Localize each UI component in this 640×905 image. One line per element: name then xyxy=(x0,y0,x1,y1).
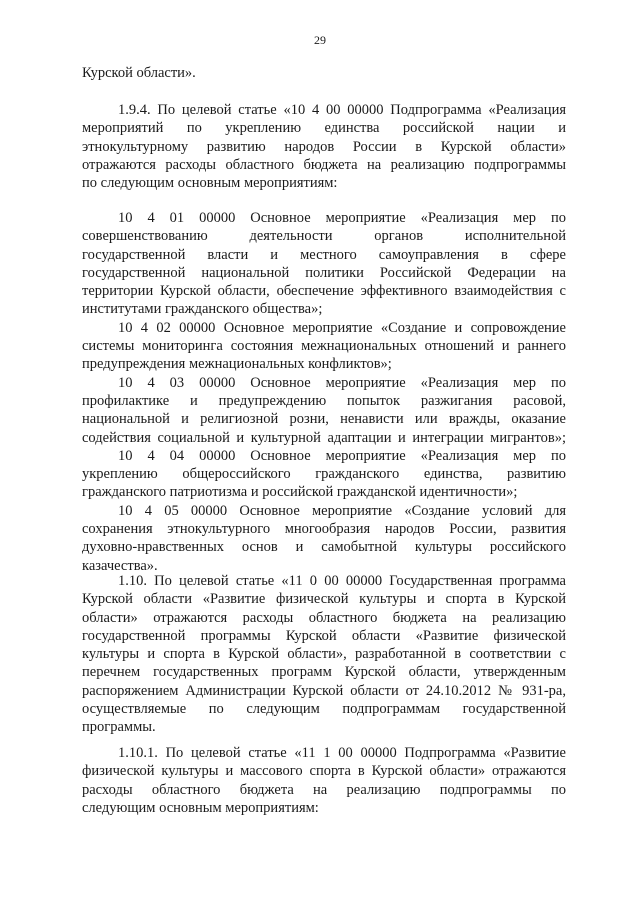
text-line: 1.9.4. По целевой статье «10 4 00 00000 Подпрограмма «Реализация xyxy=(118,102,566,118)
text-line: казачества». xyxy=(82,557,158,574)
text-line: государственной программы Курской области «Развитие физической xyxy=(82,627,566,644)
text-line: следующим основным мероприятиям: xyxy=(82,799,319,816)
text-line: культуры и спорта в Курской области», разработанной в соответствии с xyxy=(82,646,566,663)
text-line: 10 4 02 00000 Основное мероприятие «Создание и сопровождение xyxy=(118,319,566,336)
text-line: физической культуры и массового спорта в Курской области» отражаются xyxy=(82,763,566,780)
text-line: Курской области». xyxy=(82,65,196,81)
paragraph-block xyxy=(82,744,566,817)
text-line: области» отражаются расходы областного бюджета на реализацию xyxy=(82,609,566,626)
text-line: национальной и религиозной розни, ненависти или вражды, оказание xyxy=(82,411,566,428)
text-line: гражданского патриотизма и российской гражданской идентичности»; xyxy=(82,484,518,501)
text-line: Курской области «Развитие физической культуры и спорта в Курской xyxy=(82,591,566,608)
text-line: 10 4 05 00000 Основное мероприятие «Создание условий для xyxy=(118,502,566,519)
text-line: 1.10. По целевой статье «11 0 00 00000 Государственная программа xyxy=(118,573,566,589)
text-line: мероприятий по укреплению единства российской нации и xyxy=(82,120,566,137)
text-line: содействия социальной и культурной адаптации и интеграции мигрантов»; xyxy=(82,429,566,446)
text-line: отражаются расходы областного бюджета на реализацию подпрограммы xyxy=(82,156,566,173)
text-line: 10 4 01 00000 Основное мероприятие «Реализация мер по xyxy=(118,210,566,226)
text-line: совершенствованию деятельности органов исполнительной xyxy=(82,228,566,245)
text-line: 10 4 04 00000 Основное мероприятие «Реализация мер по xyxy=(118,447,566,464)
text-line: осуществляемые по следующим подпрограммам государственной xyxy=(82,701,566,718)
text-line: по следующим основным мероприятиям: xyxy=(82,175,338,192)
text-line: программы. xyxy=(82,719,156,736)
text-line: сохранения этнокультурного многообразия народов России, развития xyxy=(82,521,566,538)
text-line: институтами гражданского общества»; xyxy=(82,301,323,318)
paragraph-block xyxy=(82,64,566,82)
text-line: 1.10.1. По целевой статье «11 1 00 00000 Подпрограмма «Развитие xyxy=(118,745,566,761)
paragraph-block xyxy=(82,209,566,575)
text-line: духовно-нравственных основ и самобытной культуры российского xyxy=(82,539,566,556)
text-line: государственной национальной политики Российской Федерации на xyxy=(82,264,566,281)
text-line: предупреждения межнациональных конфликтов»; xyxy=(82,356,392,373)
text-line: перечнем государственных программ Курской области, утвержденным xyxy=(82,664,566,681)
text-line: системы мониторинга состояния межнациональных отношений и раннего xyxy=(82,338,566,355)
text-line: распоряжением Администрации Курской области от 24.10.2012 № 931-ра, xyxy=(82,682,566,699)
page-number: 29 xyxy=(314,33,326,47)
paragraph-block xyxy=(82,101,566,192)
text-line: расходы областного бюджета на реализацию подпрограммы по xyxy=(82,781,566,798)
text-line: этнокультурному развитию народов России в Курской области» xyxy=(82,138,566,155)
text-line: территории Курской области, обеспечение эффективного взаимодействия с xyxy=(82,283,566,300)
text-line: укреплению общероссийского гражданского единства, развитию xyxy=(82,466,566,483)
text-line: 10 4 03 00000 Основное мероприятие «Реализация мер по xyxy=(118,374,566,391)
text-line: профилактике и предупреждению попыток разжигания расовой, xyxy=(82,392,566,409)
text-line: государственной власти и местного самоуправления в сфере xyxy=(82,246,566,263)
paragraph-block xyxy=(82,572,566,737)
